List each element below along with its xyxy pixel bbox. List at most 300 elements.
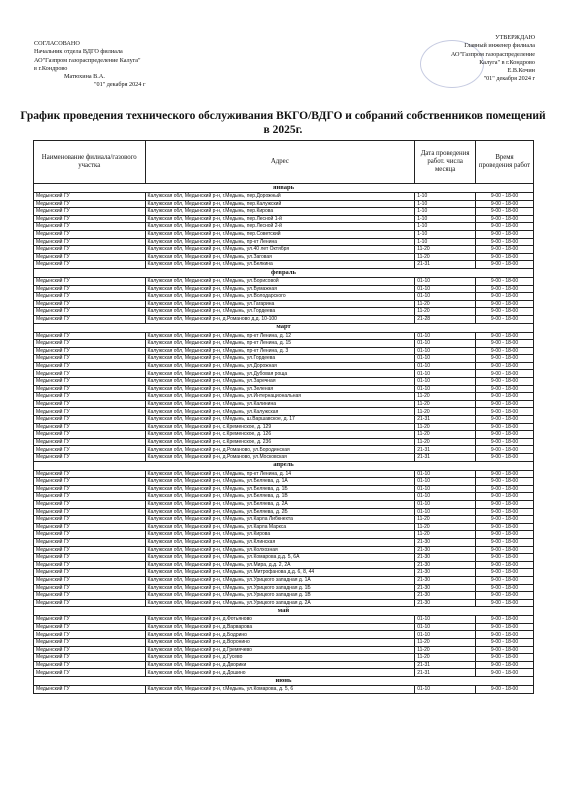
cell-branch: Медынский ГУ [34, 661, 146, 669]
cell-dates: 11-20 [415, 654, 476, 662]
cell-branch: Медынский ГУ [34, 355, 146, 363]
table-row [34, 576, 534, 584]
cell-dates: 1-10 [415, 215, 476, 223]
cell-address: Калужская обл, Медынский р-н, г.Медынь, ул.Бумажная [145, 285, 415, 293]
cell-dates: 21-31 [415, 416, 476, 424]
cell-time: 9-00 - 18-00 [476, 485, 534, 493]
month-row [34, 323, 534, 332]
cell-dates: 1-10 [415, 238, 476, 246]
table-row [34, 431, 534, 439]
cell-branch: Медынский ГУ [34, 616, 146, 624]
cell-dates: 21-30 [415, 538, 476, 546]
table-row [34, 446, 534, 454]
table-row [34, 631, 534, 639]
cell-branch: Медынский ГУ [34, 654, 146, 662]
cell-branch: Медынский ГУ [34, 238, 146, 246]
cell-time: 9-00 - 18-00 [476, 599, 534, 607]
cell-address: Калужская обл, Медынский р-н, с.Кременское, д. 236 [145, 438, 415, 446]
cell-address: Калужская обл, Медынский р-н, д.Дворики [145, 661, 415, 669]
cell-branch: Медынский ГУ [34, 223, 146, 231]
table-row [34, 223, 534, 231]
cell-dates: 01-10 [415, 362, 476, 370]
table-row [34, 669, 534, 677]
header-branch: Наименование филиала/газового участка [34, 141, 146, 184]
cell-dates: 21-31 [415, 661, 476, 669]
cell-address: Калужская обл, Медынский р-н, г.Медынь, ул.Карла Маркса [145, 523, 415, 531]
table-row [34, 538, 534, 546]
cell-address: Калужская обл, Медынский р-н, с.Кременское, д. 126 [145, 431, 415, 439]
cell-address: Калужская обл, Медынский р-н, г.Медынь, пер.Лесной 2-й [145, 223, 415, 231]
cell-dates: 11-20 [415, 246, 476, 254]
month-label: январь [34, 184, 534, 193]
approval-right-line: Калуга" в г.Кондрово [479, 58, 535, 66]
cell-address: Калужская обл, Медынский р-н, г.Медынь, ул.Белкина [145, 261, 415, 269]
cell-address: Калужская обл, Медынский р-н, д.Гремячево [145, 646, 415, 654]
cell-address: Калужская обл, Медынский р-н, г.Медынь, ул.Дубовая роща [145, 370, 415, 378]
approval-left-line: в г.Кондрово [34, 64, 68, 72]
cell-time: 9-00 - 18-00 [476, 546, 534, 554]
cell-time: 9-00 - 18-00 [476, 616, 534, 624]
cell-dates: 01-10 [415, 616, 476, 624]
cell-branch: Медынский ГУ [34, 454, 146, 462]
cell-address: Калужская обл, Медынский р-н, г.Медынь, ул.Гагарина [145, 300, 415, 308]
cell-branch: Медынский ГУ [34, 686, 146, 694]
table-row [34, 554, 534, 562]
table-row [34, 385, 534, 393]
cell-dates: 21-28 [415, 315, 476, 323]
cell-branch: Медынский ГУ [34, 438, 146, 446]
table-row [34, 208, 534, 216]
cell-branch: Медынский ГУ [34, 500, 146, 508]
cell-time: 9-00 - 18-00 [476, 362, 534, 370]
cell-address: Калужская обл, Медынский р-н, г.Медынь, пр-кт Ленина, д. 12 [145, 332, 415, 340]
cell-dates: 1-10 [415, 200, 476, 208]
table-row [34, 646, 534, 654]
table-row [34, 347, 534, 355]
cell-branch: Медынский ГУ [34, 200, 146, 208]
cell-time: 9-00 - 18-00 [476, 238, 534, 246]
table-row [34, 238, 534, 246]
cell-dates: 11-20 [415, 438, 476, 446]
cell-branch: Медынский ГУ [34, 478, 146, 486]
cell-branch: Медынский ГУ [34, 308, 146, 316]
table-row [34, 315, 534, 323]
table-row [34, 478, 534, 486]
cell-branch: Медынский ГУ [34, 193, 146, 201]
cell-dates: 01-10 [415, 347, 476, 355]
cell-time: 9-00 - 18-00 [476, 686, 534, 694]
month-label: март [34, 323, 534, 332]
cell-address: Калужская обл, Медынский р-н, г.Медынь, ул.Беляева, д. 1Б [145, 485, 415, 493]
cell-branch: Медынский ГУ [34, 592, 146, 600]
cell-dates: 11-20 [415, 253, 476, 261]
cell-dates: 1-10 [415, 223, 476, 231]
cell-branch: Медынский ГУ [34, 378, 146, 386]
table-row [34, 370, 534, 378]
cell-address: Калужская обл, Медынский р-н, г.Медынь, ул.Урицкого западная д. 1Б [145, 584, 415, 592]
cell-address: Калужская обл, Медынский р-н, г.Медынь, ул.Комарова д.д. 5, 6А [145, 554, 415, 562]
table-row [34, 661, 534, 669]
header-dates: Дата проведения работ. числа месяца [415, 141, 476, 184]
cell-address: Калужская обл, Медынский р-н, г.Медынь, ул.Беляева, д. 2Б [145, 508, 415, 516]
table-row [34, 616, 534, 624]
cell-dates: 11-20 [415, 393, 476, 401]
cell-address: Калужская обл, Медынский р-н, г.Медынь, пр-кт Ленина [145, 238, 415, 246]
cell-branch: Медынский ГУ [34, 230, 146, 238]
cell-dates: 21-30 [415, 561, 476, 569]
table-row [34, 393, 534, 401]
table-row [34, 300, 534, 308]
cell-time: 9-00 - 18-00 [476, 378, 534, 386]
cell-dates: 11-20 [415, 431, 476, 439]
approval-right-line: УТВЕРЖДАЮ [495, 34, 535, 41]
cell-address: Калужская обл, Медынский р-н, г.Медынь, ул.Заговая [145, 253, 415, 261]
table-row [34, 493, 534, 501]
cell-branch: Медынский ГУ [34, 446, 146, 454]
table-row [34, 654, 534, 662]
cell-branch: Медынский ГУ [34, 431, 146, 439]
cell-dates: 01-10 [415, 493, 476, 501]
cell-address: Калужская обл, Медынский р-н, г.Медынь, ул.Беляева, д. 1А [145, 478, 415, 486]
schedule-table [33, 140, 534, 694]
approval-left-block [34, 40, 145, 90]
cell-dates: 21-30 [415, 584, 476, 592]
cell-address: Калужская обл, Медынский р-н, г.Медынь, пер.Советский [145, 230, 415, 238]
table-row [34, 516, 534, 524]
cell-dates: 21-31 [415, 669, 476, 677]
month-label: май [34, 607, 534, 616]
approval-left-date: "01" декабря 2024 г [94, 81, 146, 89]
cell-dates: 21-31 [415, 261, 476, 269]
cell-branch: Медынский ГУ [34, 385, 146, 393]
cell-branch: Медынский ГУ [34, 538, 146, 546]
cell-time: 9-00 - 18-00 [476, 438, 534, 446]
cell-time: 9-00 - 18-00 [476, 454, 534, 462]
table-row [34, 408, 534, 416]
cell-branch: Медынский ГУ [34, 293, 146, 301]
cell-address: Калужская обл, Медынский р-н, г.Медынь, пер.Калужский [145, 200, 415, 208]
cell-branch: Медынский ГУ [34, 215, 146, 223]
cell-branch: Медынский ГУ [34, 400, 146, 408]
cell-address: Калужская обл, Медынский р-н, г.Медынь, ул.Мира, д.д. 2, 2А [145, 561, 415, 569]
cell-address: Калужская обл, Медынский р-н, г.Медынь, ул.Митрофанова д.д. 6, 8, 44 [145, 569, 415, 577]
cell-address: Калужская обл, Медынский р-н, г.Медынь, пер.Лесной 1-й [145, 215, 415, 223]
cell-branch: Медынский ГУ [34, 554, 146, 562]
cell-address: Калужская обл, Медынский р-н, д.Гусево [145, 654, 415, 662]
cell-address: Калужская обл, Медынский р-н, с.Кременское, д. 129 [145, 423, 415, 431]
cell-dates: 01-10 [415, 686, 476, 694]
cell-dates: 11-20 [415, 523, 476, 531]
approval-right-signature: Е.В.Кочин [507, 67, 535, 75]
cell-time: 9-00 - 18-00 [476, 285, 534, 293]
cell-dates: 21-30 [415, 592, 476, 600]
table-row [34, 285, 534, 293]
cell-branch: Медынский ГУ [34, 362, 146, 370]
cell-branch: Медынский ГУ [34, 423, 146, 431]
cell-dates: 11-20 [415, 531, 476, 539]
cell-time: 9-00 - 18-00 [476, 623, 534, 631]
table-row [34, 639, 534, 647]
cell-time: 9-00 - 18-00 [476, 208, 534, 216]
cell-time: 9-00 - 18-00 [476, 576, 534, 584]
cell-time: 9-00 - 18-00 [476, 193, 534, 201]
cell-address: Калужская обл, Медынский р-н, г.Медынь, ул.Заречная [145, 378, 415, 386]
cell-branch: Медынский ГУ [34, 408, 146, 416]
cell-branch: Медынский ГУ [34, 599, 146, 607]
cell-time: 9-00 - 18-00 [476, 261, 534, 269]
table-row [34, 438, 534, 446]
cell-dates: 01-10 [415, 332, 476, 340]
table-row [34, 546, 534, 554]
cell-address: Калужская обл, Медынский р-н, д.Романово, ул.Бородинская [145, 446, 415, 454]
cell-time: 9-00 - 18-00 [476, 561, 534, 569]
table-row [34, 470, 534, 478]
cell-branch: Медынский ГУ [34, 253, 146, 261]
cell-time: 9-00 - 18-00 [476, 223, 534, 231]
month-row [34, 461, 534, 470]
approval-left-line: АО"Газпром газораспределение Калуга" [34, 56, 141, 64]
cell-address: Калужская обл, Медынский р-н, г.Медынь, ул.Урицкого западная д. 1В [145, 592, 415, 600]
cell-time: 9-00 - 18-00 [476, 423, 534, 431]
cell-address: Калужская обл, Медынский р-н, г.Медынь, ул.Беляева, д. 2А [145, 500, 415, 508]
table-row [34, 508, 534, 516]
cell-address: Калужская обл, Медынский р-н, г.Медынь, ул.Урицкого западная д. 2А [145, 599, 415, 607]
cell-time: 9-00 - 18-00 [476, 253, 534, 261]
cell-time: 9-00 - 18-00 [476, 416, 534, 424]
table-row [34, 423, 534, 431]
table-row [34, 332, 534, 340]
approval-left-line: Начальник отдела ВДГО филиала [34, 48, 123, 56]
cell-dates: 11-20 [415, 408, 476, 416]
cell-branch: Медынский ГУ [34, 639, 146, 647]
table-row [34, 592, 534, 600]
cell-dates: 01-10 [415, 385, 476, 393]
approval-left-line: СОГЛАСОВАНО [34, 40, 80, 47]
cell-dates: 1-10 [415, 193, 476, 201]
table-row [34, 253, 534, 261]
table-row [34, 355, 534, 363]
cell-dates: 11-20 [415, 423, 476, 431]
cell-dates: 01-10 [415, 277, 476, 285]
table-row [34, 193, 534, 201]
cell-dates: 1-10 [415, 230, 476, 238]
table-row [34, 416, 534, 424]
cell-dates: 11-20 [415, 400, 476, 408]
cell-address: Калужская обл, Медынский р-н, г.Медынь, ул.Комарова, д. 5, 6 [145, 686, 415, 694]
table-row [34, 200, 534, 208]
cell-dates: 21-30 [415, 599, 476, 607]
cell-time: 9-00 - 18-00 [476, 531, 534, 539]
cell-time: 9-00 - 18-00 [476, 654, 534, 662]
table-row [34, 500, 534, 508]
cell-time: 9-00 - 18-00 [476, 400, 534, 408]
cell-time: 9-00 - 18-00 [476, 661, 534, 669]
table-row [34, 599, 534, 607]
table-row [34, 293, 534, 301]
cell-branch: Медынский ГУ [34, 523, 146, 531]
cell-time: 9-00 - 18-00 [476, 554, 534, 562]
cell-dates: 01-10 [415, 470, 476, 478]
cell-time: 9-00 - 18-00 [476, 631, 534, 639]
table-row [34, 246, 534, 254]
table-row [34, 531, 534, 539]
cell-branch: Медынский ГУ [34, 669, 146, 677]
month-row [34, 677, 534, 686]
cell-dates: 01-10 [415, 285, 476, 293]
table-row [34, 308, 534, 316]
table-row [34, 230, 534, 238]
cell-dates: 01-10 [415, 500, 476, 508]
cell-branch: Медынский ГУ [34, 646, 146, 654]
cell-time: 9-00 - 18-00 [476, 347, 534, 355]
cell-branch: Медынский ГУ [34, 569, 146, 577]
cell-address: Калужская обл, Медынский р-н, д.Воронино [145, 639, 415, 647]
header-address: Адрес [145, 141, 415, 184]
cell-branch: Медынский ГУ [34, 370, 146, 378]
table-row [34, 584, 534, 592]
cell-branch: Медынский ГУ [34, 416, 146, 424]
cell-dates: 21-31 [415, 454, 476, 462]
cell-branch: Медынский ГУ [34, 584, 146, 592]
cell-time: 9-00 - 18-00 [476, 277, 534, 285]
cell-time: 9-00 - 18-00 [476, 340, 534, 348]
month-label: февраль [34, 268, 534, 277]
table-row [34, 261, 534, 269]
cell-dates: 21-30 [415, 546, 476, 554]
cell-branch: Медынский ГУ [34, 508, 146, 516]
cell-address: Калужская обл, Медынский р-н, д.Варварова [145, 623, 415, 631]
cell-time: 9-00 - 18-00 [476, 646, 534, 654]
table-row [34, 215, 534, 223]
month-row [34, 607, 534, 616]
month-label: июнь [34, 677, 534, 686]
cell-address: Калужская обл, Медынский р-н, г.Медынь, ул.Гордеева [145, 355, 415, 363]
cell-address: Калужская обл, Медынский р-н, г.Медынь, ул.Беляева, д. 1В [145, 493, 415, 501]
cell-time: 9-00 - 18-00 [476, 355, 534, 363]
cell-branch: Медынский ГУ [34, 208, 146, 216]
cell-address: Калужская обл, Медынский р-н, г.Медынь, пр-кт Ленина, д. 14 [145, 470, 415, 478]
cell-dates: 01-10 [415, 355, 476, 363]
cell-dates: 11-20 [415, 300, 476, 308]
cell-dates: 11-20 [415, 646, 476, 654]
cell-branch: Медынский ГУ [34, 285, 146, 293]
cell-branch: Медынский ГУ [34, 347, 146, 355]
cell-dates: 01-10 [415, 378, 476, 386]
cell-branch: Медынский ГУ [34, 315, 146, 323]
cell-branch: Медынский ГУ [34, 393, 146, 401]
page-title: График проведения технического обслуживания ВКГО/ВДГО и собраний собственников помещений в 2025г. [20, 110, 546, 136]
cell-address: Калужская обл, Медынский р-н, г.Медынь, ул.Дорожная [145, 362, 415, 370]
cell-address: Калужская обл, Медынский р-н, г.Медынь, ул.40 лет Октября [145, 246, 415, 254]
approval-right-line: АО"Газпром газораспределение [450, 50, 535, 58]
cell-address: Калужская обл, Медынский р-н, г.Медынь, ул.Интернациональная [145, 393, 415, 401]
approval-right-block [410, 34, 535, 84]
cell-time: 9-00 - 18-00 [476, 639, 534, 647]
cell-address: Калужская обл, Медынский р-н, г.Медынь, ул.Кирова [145, 531, 415, 539]
cell-time: 9-00 - 18-00 [476, 431, 534, 439]
cell-dates: 11-20 [415, 639, 476, 647]
cell-address: Калужская обл, Медынский р-н, г.Медынь, ул.Карла Либкнехта [145, 516, 415, 524]
cell-dates: 11-20 [415, 516, 476, 524]
cell-time: 9-00 - 18-00 [476, 500, 534, 508]
cell-time: 9-00 - 18-00 [476, 478, 534, 486]
cell-time: 9-00 - 18-00 [476, 246, 534, 254]
cell-dates: 21-30 [415, 569, 476, 577]
cell-dates: 21-30 [415, 554, 476, 562]
cell-dates: 01-10 [415, 508, 476, 516]
cell-address: Калужская обл, Медынский р-н, д.Романово, ул.Московская [145, 454, 415, 462]
approval-left-signature: Матюхина В.А. [64, 73, 105, 81]
cell-address: Калужская обл, Медынский р-н, г.Медынь, ул.Зеленая [145, 385, 415, 393]
cell-branch: Медынский ГУ [34, 531, 146, 539]
cell-time: 9-00 - 18-00 [476, 516, 534, 524]
cell-time: 9-00 - 18-00 [476, 470, 534, 478]
cell-dates: 01-10 [415, 370, 476, 378]
cell-time: 9-00 - 18-00 [476, 332, 534, 340]
cell-dates: 01-10 [415, 478, 476, 486]
cell-address: Калужская обл, Медынский р-н, д.Романово д.д. 10-100 [145, 315, 415, 323]
cell-dates: 01-10 [415, 631, 476, 639]
cell-branch: Медынский ГУ [34, 332, 146, 340]
cell-address: Калужская обл, Медынский р-н, г.Медынь, ул.Урицкого западная д. 1А [145, 576, 415, 584]
cell-time: 9-00 - 18-00 [476, 385, 534, 393]
approval-right-line: Главный инженер филиала [464, 42, 535, 50]
month-label: апрель [34, 461, 534, 470]
cell-time: 9-00 - 18-00 [476, 315, 534, 323]
table-row [34, 523, 534, 531]
cell-dates: 1-10 [415, 208, 476, 216]
cell-time: 9-00 - 18-00 [476, 408, 534, 416]
cell-dates: 21-31 [415, 446, 476, 454]
cell-time: 9-00 - 18-00 [476, 308, 534, 316]
cell-time: 9-00 - 18-00 [476, 569, 534, 577]
cell-address: Калужская обл, Медынский р-н, г.Медынь, пер.Дорожный [145, 193, 415, 201]
cell-branch: Медынский ГУ [34, 300, 146, 308]
cell-dates: 01-10 [415, 340, 476, 348]
header-time: Время проведения работ [476, 141, 534, 184]
table-row [34, 686, 534, 694]
table-header-row [34, 141, 534, 184]
cell-address: Калужская обл, Медынский р-н, г.Медынь, ул.Калужская [145, 408, 415, 416]
cell-time: 9-00 - 18-00 [476, 523, 534, 531]
cell-branch: Медынский ГУ [34, 516, 146, 524]
cell-time: 9-00 - 18-00 [476, 200, 534, 208]
cell-branch: Медынский ГУ [34, 340, 146, 348]
cell-time: 9-00 - 18-00 [476, 215, 534, 223]
cell-dates: 01-10 [415, 623, 476, 631]
table-row [34, 569, 534, 577]
cell-address: Калужская обл, Медынский р-н, г.Медынь, ш.Варшавское, д. 17 [145, 416, 415, 424]
cell-time: 9-00 - 18-00 [476, 393, 534, 401]
cell-dates: 21-30 [415, 576, 476, 584]
cell-branch: Медынский ГУ [34, 246, 146, 254]
cell-address: Калужская обл, Медынский р-н, г.Медынь, ул.Калинина [145, 400, 415, 408]
month-row [34, 184, 534, 193]
cell-time: 9-00 - 18-00 [476, 300, 534, 308]
table-row [34, 277, 534, 285]
cell-address: Калужская обл, Медынский р-н, г.Медынь, пр-кт Ленина, д. 15 [145, 340, 415, 348]
schedule-body [34, 184, 534, 694]
cell-address: Калужская обл, Медынский р-н, г.Медынь, пер.Кирова [145, 208, 415, 216]
cell-branch: Медынский ГУ [34, 261, 146, 269]
cell-branch: Медынский ГУ [34, 470, 146, 478]
cell-time: 9-00 - 18-00 [476, 446, 534, 454]
table-row [34, 561, 534, 569]
table-row [34, 362, 534, 370]
cell-branch: Медынский ГУ [34, 546, 146, 554]
cell-address: Калужская обл, Медынский р-н, г.Медынь, ул.Колхозная [145, 546, 415, 554]
cell-branch: Медынский ГУ [34, 623, 146, 631]
